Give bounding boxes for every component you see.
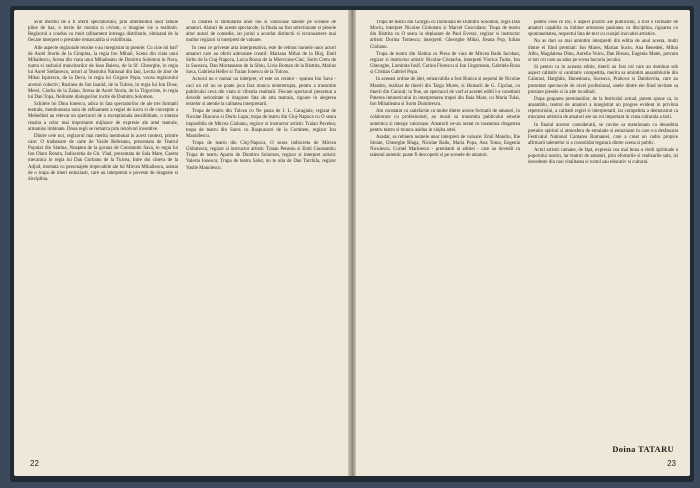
paragraph: Nu as dori sa mai amintim interpretii din editia de anul acesta, multi dintre ei fiind premiati: Ion Mares, Marian Suciu, Ana Benedek, Mihai Albu, Magdalena Dinu, Aurelia Voicu, Dan Birsan, Eugenia Matei, precum si toti cei care au adus pe scena bucuria jocului.	[528, 39, 678, 63]
left-page	[14, 10, 348, 476]
page-number: 23	[667, 459, 676, 468]
paragraph: In aceeasi ordine de idei, remarcabila a fost Bunica si nepotul de Nicolae Mandru, realizat de tinerii din Targu Mures, si Hoinarii de G. Ciprian, cu tinerii din Caracal; in fine, un spectacol de varf al acestei editii l-a constituit Puterea intunericului in interpretarea trupei din Baia Mare, cu Maria Tulai, Ion Mihaileanu si Sorin Dumitrescu.	[370, 77, 520, 108]
book-gutter	[348, 10, 356, 476]
left-page-columns	[28, 20, 336, 440]
paragraph: Actul artistic ramane, de fapt, expresia cea mai buna a vietii spirituale a poporului nostru, iar teatrul de amatori, prin eforturile si realizarile sale, isi dovedeste din nou vitalitatea si rostul sau educativ si cultural.	[528, 148, 678, 166]
left-column-2	[186, 20, 336, 440]
paragraph: Trupa de teatru din Tulcea cu Ne pasta de I. L. Caragiale, regizat de Nicolae Diaconu si Dorin Lupu; trupa de teatru din Cluj-Napoca cu O seara imposibila de Mircea Ciobanu, regizor si instructor artistic Traian Pavelea; trupa de teatru din Saros cu Raspunsuri de la Comitete, regizor Ion Manoilescu.	[186, 109, 336, 139]
right-column-2	[528, 20, 678, 440]
paragraph: Dintre cele noi, regizorul mai merita mentionat in acest context, printre care: O tradatoare de carte de Vasile Rebreanu, prezentata de Teatrul Popular din Slatina, Noaptea de la gorana de Constantin Sava, in regia lui Ion Olaru Rotaru, Indiscretia de Gh. Vlad, prezentata de Sala Mare, Caseta mecanica in regia lui Dan Gurbanu de la Tulcea, Intre doi cineva de la Adjud, montata cu personajele impecabile ale lui Mircea Mihailescu, asistat de o trupa de tineri entuziasti, care au interpretat o poveste de dragoste si disciplina.	[28, 133, 178, 182]
page-number: 22	[30, 459, 39, 468]
paragraph: la crearea si stimularea unor noi si valoroase talente pe scenele de amatori. Alaturi de aceste spectacole, la finala au fost selectionate si piesele altor autori de comedie, iar juriul a acordat distinctii si recunoastere mai multor regizori si interpreti de valoare.	[186, 20, 336, 44]
paragraph: In ceea ce priveste arta interpretativa, este de retinut numele unor actori amatori care au oferit adevarate creatii: Mariana Mihai de la Blaj, Emil Sirbu de la Cluj-Napoca, Lucia Rozsa de la Miercurea-Ciuc, Sorin Cretu de la Suceava, Dan Mortaseanu de la Sibiu, Livia Roman de la Bistrita, Marius Sava, Gabriela Heller si Traian Ionescu de la Tulcea.	[186, 45, 336, 76]
book-spread	[10, 6, 694, 482]
paragraph: Trupa de teatru din Giurgiu cu Iluminata de Dumitru Solomon, regia Dan Mociu, interpret Nicolae Ciobotaru si Marcel Coscodaru; Trupa de teatru din Bistrita cu O seara in deplasare de Paul Everac, regizor si instructor artistic Dorina Tomescu; interpreti: Gheorghe Mihai, Ileana Pop, Iulian Ciobanu.	[370, 20, 520, 50]
paragraph: Am constatat cu satisfactie ca multe dintre aceste formatii de amatori, in colaborare cu profesionisti, au reusit sa transmita publicului emotie autentica si mesaje valoroase. Amatorii ne-au aratat ce inseamna dragostea pentru teatru si munca asidua in slujba artei.	[370, 109, 520, 133]
paragraph: Alte aspecte regizorale reusite s-au inregistrat in piesele: Cu cine mi bat? de Aurel Storin de la Cimpina, la regia Ion Mihail, Scena din viata unui Mihailescu, Scena din viata unui Mihaileanu de Dumitru Solomon in Nora, nunta si rasboiul muncitorilor de Ioan Baiesu, de la Sf. Gheorghe, in regia lui Aurel Stefanescu, actori ai Teatrului National din Iasi, Lectia de zbor de Mihai Ispirescu, de la Deva, in regia lui Grigore Popa, vocea regizorului acestui colectiv; Rusinea de Ion Ioanid, de la Tulcea, in regia lui Ion Dose, Mersi, Ciorba de la Zalau, Scena de Aurel Storin, de la Tirgoviste, in regia lui Dan Topa, Neliniste dialogurilor tocite de Dumitru Solomon.	[28, 45, 178, 100]
paragraph: Schiteie lui Dinu Ionescu, adica in fata spectatorilor de ale trei formatii teatrale, mentioneaza nota de rafinament a regiei de lucru si de conceptie a Mehedinti au relevat un spectacol de o exceptionala sensibilitate, o sinteza reusita a celor mai importante mijloace de expresie ale artei teatrale, armonios imbinate. Doua regii se remarca prin rezolvari inventive.	[28, 102, 178, 132]
right-column-1	[370, 20, 520, 440]
paragraph: Asadar, sa retinem numele unor interpreti de valoare: Emil Mandru, Ilie Stoian, Gheorghe Blaga, Nicolae Radu, Maria Popa, Ana Toma, Eugenia Niculescu, Cornel Marinescu - premianti ai editiei - care au dovedit ca talentul autentic poate fi descoperit si pe scenele de amatori.	[370, 134, 520, 159]
left-column-1	[28, 20, 178, 440]
paragraph: In finalul acestor consideratii, se cuvine sa mentionam cu deosebita pretuire spiritul si atmosfera de emulatie si entuziasm in care s-a desfasurat Festivalul National Cantarea Romaniei, care a creat un cadru propice afirmarii talentelor si a consolidat legatura dintre scena si public.	[528, 122, 678, 146]
paragraph: Actorul nu e numai un interpret, el este un creator - spunea Ion Sava - caci un rol nu se poate juca fara munca neintrerupta, pentru a transmite publicului ceva din viata si vibratia realitatii. Fiecare spectacol prezentat a dovedit seriozitate si dragoste fata de arta teatrala, rigoare in alegerea textelor si atentie la calitatea interpretarii.	[186, 77, 336, 108]
article-author: Doina TATARU	[612, 445, 674, 454]
paragraph: Trupa de teatru din Slatina cu Piesa de vara de Mircea Radu Iacoban, regizor si instructor artistic Nicolae Cristache, interpreti Viorica Tudor, Ion Gheorghe, Luminita Iosif, Corina Florescu si Ion Ungureanu, Gabriela Rosu si Cristian Gabriel Popa.	[370, 51, 520, 76]
right-page-columns	[370, 20, 678, 440]
paragraph: avut meritul de a fi oferit spectatorului, prin intermediul unor fabule pline de haz, o lectie de morala si civism, o imagine vie a realitatii. Regizorul a condus cu mult rafinament intreaga distributie, obtinand de la fiecare interpret o prestatie remarcabila si echilibrata.	[28, 20, 178, 44]
paragraph: Si pentru ca in aceasta editie, tinerii au fost cei care au dominat sub aspect calitativ si cantitativ competitia, merita sa amintim ansamblurile din Calarasi, Harghita, Hunedoara, Suceava, Prahova si Dambovita, care au prezentat spectacole de nivel profesional, unele dintre ele fiind invitate sa prezinte piesele si in alte localitati.	[528, 65, 678, 95]
paragraph: Trupa de teatru din Cluj-Napoca, O seara indiscreta de Mircea Ghitulescu, regizor si instructor artistic Traian Penesiu si Emil Constantin; Trupa de teatru Apartu de Dumitru Solomon, regizor si interpret artistic Valeriu Ionescu; Trupa de teatru Salut, nu te uita de Dan Tarchila, regizor Vasile Manolescu.	[186, 140, 336, 171]
paragraph: Dupa gruparea premiantilor, de la festivalul actual, putem spune ca, in ansamblu, teatrul de amatori a inregistrat un progres evident in privinta repertoriului, a calitatii regiei si interpretarii, iar competitia a demonstrat ca miscarea artistica de amatori are un rol important in viata culturala a tarii.	[528, 96, 678, 121]
paragraph: pentru ceea ce fac, e aspect pozitiv ale publicului, a fost o formatie de amatori capabila sa imbine armonios pasiunea cu disciplina, rigoarea cu spontaneitatea, respectul fata de text cu curajul inovatiei artistice.	[528, 20, 678, 38]
right-page	[356, 10, 690, 476]
